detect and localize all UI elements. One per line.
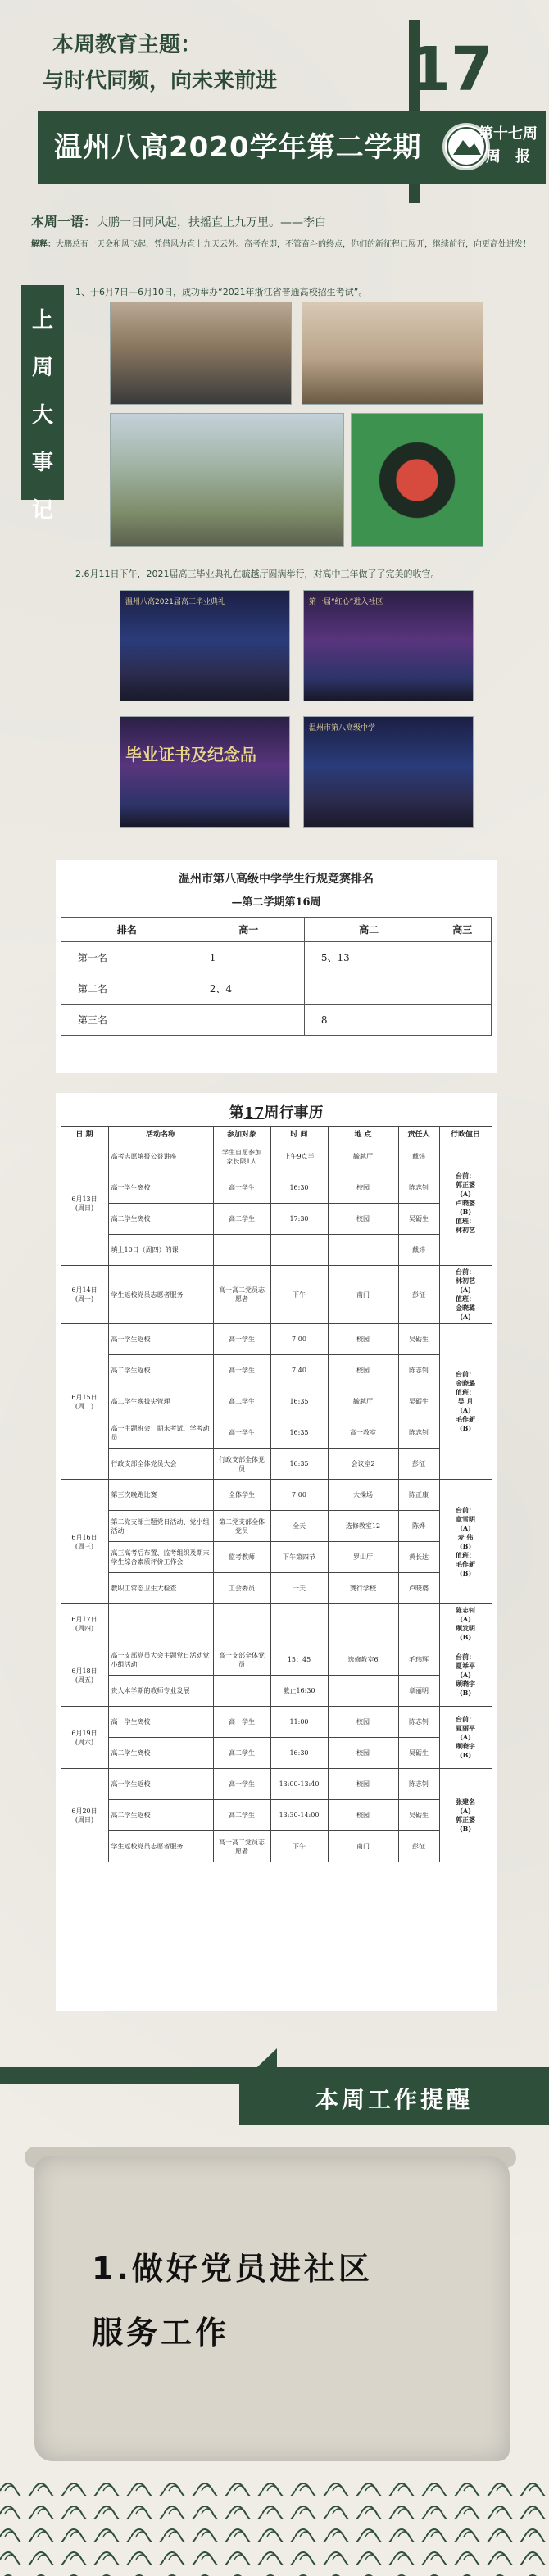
calendar-duty-cell: 台前： 夏丽平 (A) 顾晓宇 (B)	[439, 1707, 492, 1769]
grade1-cell: 2、4	[193, 973, 304, 1005]
calendar-time-cell: 16:30	[270, 1738, 328, 1769]
calendar-activity-cell: 填上10日（周四）的课	[108, 1235, 213, 1266]
calendar-row	[61, 1644, 492, 1676]
calendar-date-cell: 6月16日 (周三)	[61, 1480, 108, 1604]
calendar-owner-cell: 吴砺生	[398, 1738, 439, 1769]
ranking-header-row	[61, 918, 492, 942]
ranking-header: 高二	[304, 918, 433, 942]
calendar-row	[61, 1542, 492, 1573]
calendar-card	[56, 1093, 497, 2011]
calendar-time-cell: 17:30	[270, 1204, 328, 1235]
photo-graduation-1	[120, 590, 290, 701]
calendar-owner-cell: 陈志钊	[398, 1707, 439, 1738]
calendar-participants-cell: 全体学生	[213, 1480, 270, 1511]
calendar-date-cell: 6月17日 (周四)	[61, 1604, 108, 1644]
calendar-owner-cell: 吴砺生	[398, 1204, 439, 1235]
calendar-header: 责任人	[398, 1127, 439, 1141]
photo-exam-meeting	[110, 302, 292, 405]
calendar-owner-cell: 陈志钊	[398, 1769, 439, 1800]
calendar-participants-cell: 监考教师	[213, 1542, 270, 1573]
calendar-time-cell	[270, 1604, 328, 1644]
reminder-line-2: 服务工作	[92, 2315, 230, 2351]
photo-caption: 温州八高2021届高三毕业典礼	[125, 598, 225, 606]
calendar-header: 时 间	[270, 1127, 328, 1141]
calendar-row	[61, 1480, 492, 1511]
calendar-title-suffix: 周行事历	[264, 1104, 324, 1122]
grade2-cell: 8	[304, 1005, 433, 1036]
calendar-duty-cell: 台前： 林初艺 (A) 值班： 金晓璐 (A)	[439, 1266, 492, 1324]
tag-char: 事	[31, 451, 53, 475]
event-2-text: 2.6月11日下午，2021届高三毕业典礼在毓越厅圆满举行，对高中三年做了了完美的收官。	[75, 569, 440, 579]
tag-char: 记	[31, 498, 53, 523]
calendar-time-cell: 16:35	[270, 1449, 328, 1480]
photo-graduation-4	[303, 716, 474, 828]
tag-char: 上	[31, 308, 53, 333]
calendar-activity-cell: 高一主题班会：期末考试、学考动员	[108, 1417, 213, 1449]
title-banner	[38, 111, 546, 184]
calendar-participants-cell: 高一学生	[213, 1769, 270, 1800]
calendar-place-cell: 选修教室12	[328, 1511, 398, 1542]
calendar-row	[61, 1417, 492, 1449]
calendar-place-cell	[328, 1235, 398, 1266]
grade1-cell: 1	[193, 942, 304, 973]
calendar-owner-cell: 卢晓婆	[398, 1573, 439, 1604]
calendar-time-cell: 7:00	[270, 1480, 328, 1511]
calendar-participants-cell: 高二学生	[213, 1800, 270, 1831]
calendar-place-cell: 校园	[328, 1355, 398, 1386]
grade1-cell	[193, 1005, 304, 1036]
ranking-row	[61, 942, 492, 973]
calendar-activity-cell: 高二学生晚拔尖管理	[108, 1386, 213, 1417]
calendar-place-cell: 校园	[328, 1204, 398, 1235]
photo-graduation-2	[303, 590, 474, 701]
calendar-activity-cell: 高一学生返校	[108, 1324, 213, 1355]
calendar-place-cell: 赛行学校	[328, 1573, 398, 1604]
ranking-header: 高三	[433, 918, 492, 942]
calendar-participants-cell: 高一学生	[213, 1172, 270, 1204]
weekly-label	[479, 123, 538, 169]
calendar-activity-cell: 学生返校党员志愿者服务	[108, 1831, 213, 1862]
ranking-title: 温州市第八高级中学学生行规竞赛排名	[179, 873, 374, 886]
calendar-time-cell: 13:00-13:40	[270, 1769, 328, 1800]
calendar-place-cell: 校园	[328, 1769, 398, 1800]
calendar-date-cell: 6月18日 (周五)	[61, 1644, 108, 1707]
reminder-text	[92, 2237, 485, 2365]
ranking-table	[61, 917, 492, 1036]
calendar-place-cell	[328, 1676, 398, 1707]
calendar-row	[61, 1386, 492, 1417]
calendar-activity-cell: 高一学生离校	[108, 1707, 213, 1738]
calendar-time-cell: 上午9点半	[270, 1141, 328, 1172]
calendar-owner-cell: 彭征	[398, 1831, 439, 1862]
theme-label: 本周教育主题：	[52, 33, 202, 57]
calendar-row	[61, 1355, 492, 1386]
calendar-participants-cell: 高二学生	[213, 1738, 270, 1769]
calendar-participants-cell: 行政支部全体党员	[213, 1449, 270, 1480]
calendar-place-cell: 会议室2	[328, 1449, 398, 1480]
photo-exam-hall	[302, 302, 483, 405]
ranking-header: 排名	[61, 918, 193, 942]
calendar-duty-cell: 台前： 金晓璐 值班： 吴 月 (A) 毛作新 (B)	[439, 1324, 492, 1480]
calendar-activity-cell: 高三高考后布置、监考组织及期末学生综合素质评价工作会	[108, 1542, 213, 1573]
calendar-activity-cell: 行政支部全体党员大会	[108, 1449, 213, 1480]
calendar-time-cell: 16:35	[270, 1386, 328, 1417]
calendar-time-cell: 截止16:30	[270, 1676, 328, 1707]
calendar-row	[61, 1831, 492, 1862]
calendar-time-cell: 15：45	[270, 1644, 328, 1676]
calendar-place-cell: 校园	[328, 1707, 398, 1738]
explain-text: 大鹏总有一天会和风飞起，凭借风力直上九天云外。高考在即，不管奋斗的终点，你们的新征程已展开，继续前行，向更高处进发！	[56, 240, 531, 249]
calendar-date-cell: 6月14日 (周一)	[61, 1266, 108, 1324]
calendar-row	[61, 1266, 492, 1324]
calendar-owner-cell	[398, 1604, 439, 1644]
ranking-subtitle: —第二学期第16周	[231, 896, 321, 909]
calendar-row	[61, 1235, 492, 1266]
calendar-date-cell: 6月20日 (周日)	[61, 1769, 108, 1862]
calendar-participants-cell: 高二学生	[213, 1386, 270, 1417]
calendar-duty-cell: 台前： 章雪明 (A) 麦 伟 (B) 值班： 毛作新 (B)	[439, 1480, 492, 1604]
calendar-place-cell: 南门	[328, 1266, 398, 1324]
calendar-time-cell: 16:35	[270, 1417, 328, 1449]
calendar-time-cell: 全天	[270, 1511, 328, 1542]
rank-cell: 第一名	[61, 942, 193, 973]
photo-big-caption: 毕业证书及纪念品	[125, 745, 256, 764]
calendar-participants-cell	[213, 1604, 270, 1644]
calendar-time-cell: 下午	[270, 1831, 328, 1862]
ranking-card	[56, 860, 497, 1073]
calendar-activity-cell: 贵人本学期的教师专业发展	[108, 1676, 213, 1707]
grade2-cell: 5、13	[304, 942, 433, 973]
calendar-owner-cell: 陈志钊	[398, 1417, 439, 1449]
calendar-header: 日 期	[61, 1127, 108, 1141]
calendar-date-cell: 6月15日 (周二)	[61, 1324, 108, 1480]
calendar-activity-cell	[108, 1604, 213, 1644]
calendar-time-cell: 13:30-14:00	[270, 1800, 328, 1831]
calendar-place-cell: 毓越厅	[328, 1141, 398, 1172]
calendar-place-cell: 校园	[328, 1172, 398, 1204]
calendar-activity-cell: 高二学生返校	[108, 1800, 213, 1831]
quote-text: 大鹏一日同风起，扶摇直上九万里。——李白	[97, 216, 327, 229]
grade2-cell	[304, 973, 433, 1005]
weekly-quote	[31, 211, 523, 230]
calendar-time-cell: 下午第四节	[270, 1542, 328, 1573]
calendar-activity-cell: 高二学生离校	[108, 1204, 213, 1235]
calendar-time-cell: 一天	[270, 1573, 328, 1604]
event-1-text: 1、于6月7日—6月10日，成功举办“2021年浙江省普通高校招生考试”。	[75, 287, 368, 297]
calendar-owner-cell: 陈志钊	[398, 1355, 439, 1386]
reminder-label: 本周工作提醒	[239, 2075, 549, 2125]
calendar-place-cell	[328, 1604, 398, 1644]
calendar-duty-cell: 台前： 夏举平 (A) 顾晓宇 (B)	[439, 1644, 492, 1707]
calendar-place-cell: 校园	[328, 1324, 398, 1355]
calendar-table	[61, 1126, 492, 1862]
calendar-activity-cell: 高二学生返校	[108, 1355, 213, 1386]
calendar-activity-cell: 高考志愿填报公益讲座	[108, 1141, 213, 1172]
photo-caption: 第一届“红心”进入社区	[309, 598, 383, 606]
calendar-participants-cell: 学生自愿参加 家长限1人	[213, 1141, 270, 1172]
calendar-participants-cell: 高一学生	[213, 1417, 270, 1449]
calendar-header: 参加对象	[213, 1127, 270, 1141]
grade3-cell	[433, 973, 492, 1005]
calendar-time-cell: 11:00	[270, 1707, 328, 1738]
calendar-participants-cell: 高一支部全体党员	[213, 1644, 270, 1676]
calendar-owner-cell: 吴砺生	[398, 1800, 439, 1831]
calendar-time-cell: 7:00	[270, 1324, 328, 1355]
calendar-row	[61, 1676, 492, 1707]
calendar-time-cell: 16:30	[270, 1172, 328, 1204]
calendar-owner-cell: 戴炜	[398, 1235, 439, 1266]
calendar-place-cell: 罗山厅	[328, 1542, 398, 1573]
calendar-activity-cell: 学生返校党员志愿者服务	[108, 1266, 213, 1324]
reminder-line-1: 1.做好党员进社区	[92, 2251, 373, 2287]
calendar-time-cell: 7:40	[270, 1355, 328, 1386]
calendar-duty-cell: 台前： 郭正婆 (A) 卢晓婆 (B) 值班： 林初艺	[439, 1141, 492, 1266]
ranking-header: 高一	[193, 918, 304, 942]
calendar-participants-cell: 高一学生	[213, 1707, 270, 1738]
photo-caption: 温州市第八高级中学	[309, 724, 376, 732]
calendar-activity-cell: 高一支部党员大会主题党日活动党小组活动	[108, 1644, 213, 1676]
calendar-row	[61, 1738, 492, 1769]
calendar-participants-cell	[213, 1676, 270, 1707]
calendar-participants-cell: 高二学生	[213, 1204, 270, 1235]
calendar-owner-cell: 吴砺生	[398, 1324, 439, 1355]
calendar-row	[61, 1204, 492, 1235]
quote-label: 本周一语：	[31, 214, 98, 229]
last-week-tag	[21, 285, 64, 523]
calendar-place-cell: 选修教室6	[328, 1644, 398, 1676]
calendar-owner-cell: 陈志钊	[398, 1172, 439, 1204]
calendar-row	[61, 1604, 492, 1644]
calendar-week-number: 17	[243, 1104, 265, 1122]
calendar-row	[61, 1324, 492, 1355]
calendar-duty-cell: 陈志钊 (A) 顾发明 (B)	[439, 1604, 492, 1644]
calendar-owner-cell: 彭征	[398, 1266, 439, 1324]
rank-cell: 第三名	[61, 1005, 193, 1036]
calendar-participants-cell: 高一学生	[213, 1324, 270, 1355]
calendar-row	[61, 1172, 492, 1204]
calendar-row	[61, 1449, 492, 1480]
calendar-place-cell: 大操场	[328, 1480, 398, 1511]
calendar-activity-cell: 教职工常态卫生大检查	[108, 1573, 213, 1604]
photo-campus-court	[110, 413, 344, 547]
tag-char: 大	[31, 403, 53, 428]
calendar-header: 行政值日	[439, 1127, 492, 1141]
calendar-row	[61, 1769, 492, 1800]
quote-explanation	[31, 238, 531, 252]
calendar-place-cell: 校园	[328, 1738, 398, 1769]
calendar-owner-cell: 戴炜	[398, 1141, 439, 1172]
calendar-participants-cell: 高一高二党员志愿者	[213, 1266, 270, 1324]
grade3-cell	[433, 1005, 492, 1036]
calendar-activity-cell: 第二党支部主题党日活动、党小组活动	[108, 1511, 213, 1542]
calendar-title	[56, 1093, 497, 1126]
rank-cell: 第二名	[61, 973, 193, 1005]
tag-char: 周	[31, 356, 53, 380]
page-title: 温州八高2020学年第二学期	[54, 131, 422, 164]
calendar-owner-cell: 章丽明	[398, 1676, 439, 1707]
calendar-owner-cell: 陈烨	[398, 1511, 439, 1542]
calendar-participants-cell	[213, 1235, 270, 1266]
calendar-owner-cell: 陈正康	[398, 1480, 439, 1511]
calendar-activity-cell: 第三次晚跑比赛	[108, 1480, 213, 1511]
calendar-place-cell: 校园	[328, 1800, 398, 1831]
calendar-row	[61, 1141, 492, 1172]
calendar-row	[61, 1707, 492, 1738]
ranking-row	[61, 1005, 492, 1036]
calendar-row	[61, 1573, 492, 1604]
theme-line: 与时代同频，向未来前进	[43, 69, 278, 93]
calendar-owner-cell: 彭征	[398, 1449, 439, 1480]
explain-label: 解释：	[31, 240, 56, 249]
calendar-row	[61, 1511, 492, 1542]
calendar-row	[61, 1800, 492, 1831]
calendar-owner-cell: 黄长达	[398, 1542, 439, 1573]
calendar-participants-cell: 工会委员	[213, 1573, 270, 1604]
photo-graduation-3	[120, 716, 290, 828]
calendar-time-cell	[270, 1235, 328, 1266]
calendar-header: 地 点	[328, 1127, 398, 1141]
calendar-participants-cell: 第二党支部全体党员	[213, 1511, 270, 1542]
calendar-title-prefix: 第	[229, 1104, 244, 1122]
weekly-label-week: 第十七周	[479, 125, 538, 143]
calendar-activity-cell: 高一学生离校	[108, 1172, 213, 1204]
ranking-row	[61, 973, 492, 1005]
week-number: 17	[408, 34, 493, 105]
calendar-participants-cell: 高一高二党员志愿者	[213, 1831, 270, 1862]
wave-decoration-icon	[0, 2473, 549, 2576]
photo-group-circle	[351, 413, 483, 547]
calendar-duty-cell: 张建名 (A) 郭正婆 (B)	[439, 1769, 492, 1862]
calendar-participants-cell: 高一学生	[213, 1355, 270, 1386]
calendar-activity-cell: 高一学生返校	[108, 1769, 213, 1800]
calendar-place-cell: 毓越厅	[328, 1386, 398, 1417]
calendar-owner-cell: 毛玮辉	[398, 1644, 439, 1676]
weekly-label-report: 周 报	[486, 148, 530, 166]
calendar-body	[61, 1141, 492, 1862]
calendar-date-cell: 6月19日 (周六)	[61, 1707, 108, 1769]
calendar-owner-cell: 吴砺生	[398, 1386, 439, 1417]
calendar-header-row	[61, 1127, 492, 1141]
calendar-date-cell: 6月13日 (周日)	[61, 1141, 108, 1266]
calendar-activity-cell: 高二学生离校	[108, 1738, 213, 1769]
grade3-cell	[433, 942, 492, 973]
calendar-header: 活动名称	[108, 1127, 213, 1141]
calendar-time-cell: 下午	[270, 1266, 328, 1324]
calendar-place-cell: 南门	[328, 1831, 398, 1862]
calendar-place-cell: 高一教室	[328, 1417, 398, 1449]
